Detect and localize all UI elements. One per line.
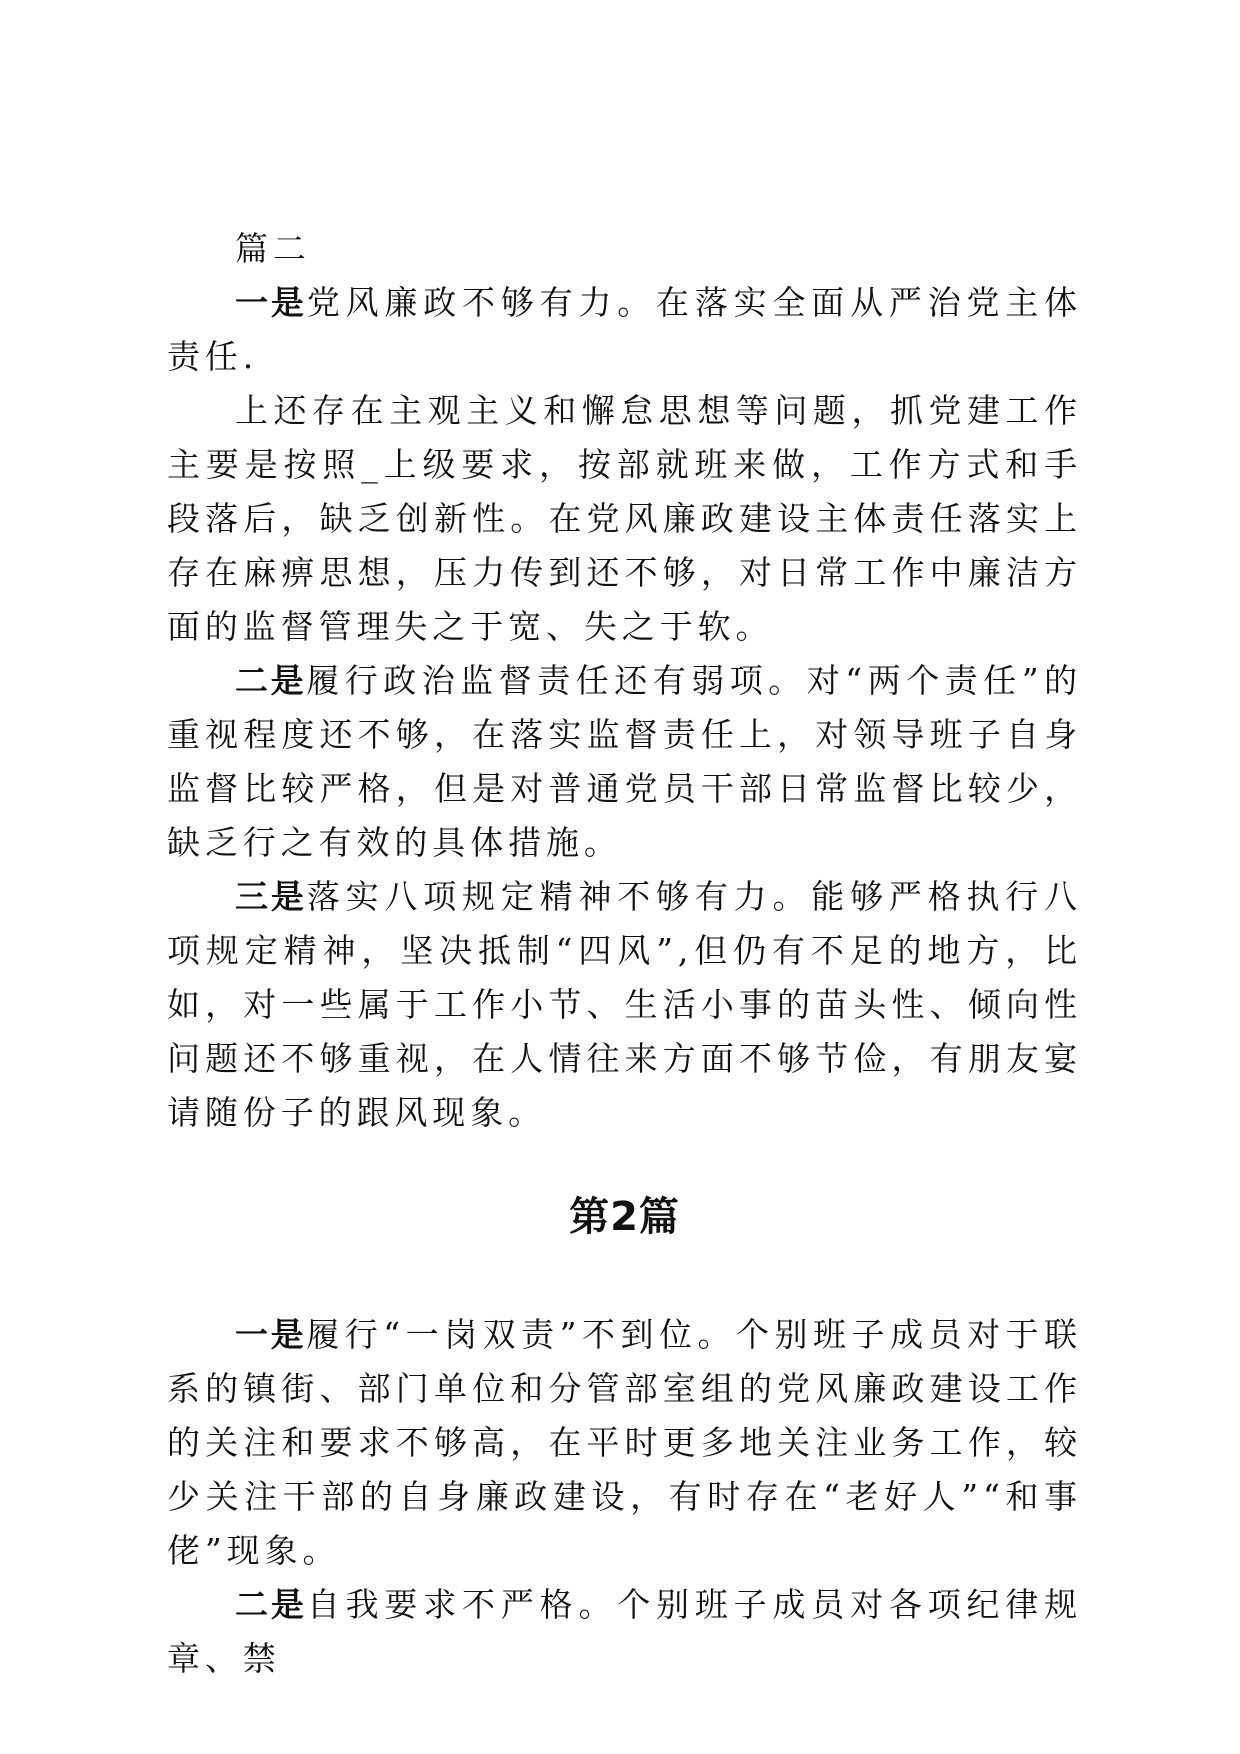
section-title: 第2篇: [569, 1194, 680, 1240]
paragraph-text: 自我要求不严格。个别班子成员对各项纪律规章、禁: [167, 1585, 1083, 1678]
paragraph-lead: 一是: [235, 1315, 307, 1354]
paragraph-6: [167, 1578, 1082, 1686]
paragraph-lead: 二是: [235, 661, 307, 700]
paragraph-lead: 一是: [235, 283, 307, 322]
paragraph-3: [167, 654, 1082, 870]
paragraph-text: 履行政治监督责任还有弱项。对“两个责任”的重视程度还不够，在落实监督责任上，对领导班子自身监督比较严格，但是对普通党员干部日常监督比较少，缺乏行之有效的具体措施。: [167, 661, 1082, 862]
document-body: [167, 222, 1082, 1686]
paragraph-lead: 二是: [235, 1585, 307, 1624]
paragraph-1: [167, 276, 1082, 384]
paragraph-5: [167, 1308, 1082, 1578]
paragraph-text: 履行“一岗双责”不到位。个别班子成员对于联系的镇街、部门单位和分管部室组的党风廉政建设工作的关注和要求不够高，在平时更多地关注业务工作，较少关注干部的自身廉政建设，有时存在“老好人”“和事佬”现象。: [167, 1315, 1082, 1570]
paragraph-4: [167, 870, 1082, 1140]
paragraph-2: [167, 384, 1082, 654]
paragraph-text: 上还存在主观主义和懈怠思想等问题，抓党建工作主要是按照_上级要求，按部就班来做，工作方式和手段落后，缺乏创新性。在党风廉政建设主体责任落实上存在麻痹思想，压力传到还不够，对日常工作中廉洁方面的监督管理失之于宽、失之于软。: [167, 391, 1082, 646]
paragraph-text: 落实八项规定精神不够有力。能够严格执行八项规定精神，坚决抵制“四风”,但仍有不足的地方，比如，对一些属于工作小节、生活小事的苗头性、倾向性问题还不够重视，在人情往来方面不够节俭，有朋友宴请随份子的跟风现象。: [167, 877, 1083, 1132]
part-label: 篇二: [235, 229, 311, 268]
paragraph-text: 党风廉政不够有力。在落实全面从严治党主体责任.: [167, 283, 1083, 376]
paragraph-lead: 三是: [235, 877, 307, 916]
